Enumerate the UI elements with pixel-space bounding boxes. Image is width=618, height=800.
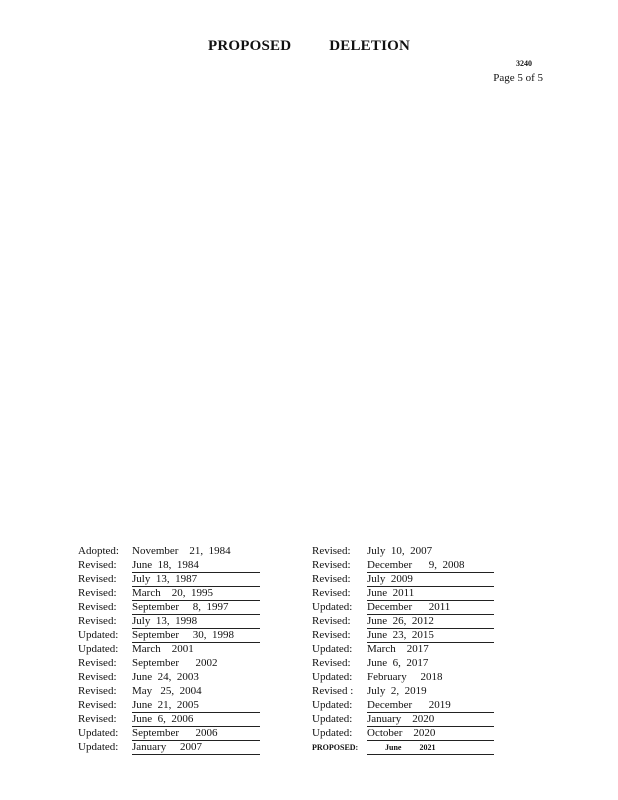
history-row — [78, 671, 260, 685]
history-label: Revised: — [312, 545, 351, 557]
history-row — [312, 629, 494, 643]
history-row — [78, 727, 260, 741]
history-date: June 24, 2003 — [132, 671, 199, 683]
history-row — [312, 601, 494, 615]
history-row — [312, 587, 494, 601]
history-label: PROPOSED: — [312, 743, 359, 752]
history-date: July 10, 2007 — [367, 545, 433, 557]
history-label: Updated: — [312, 713, 353, 725]
history-row — [78, 615, 260, 629]
history-date: June 6, 2006 — [132, 713, 260, 727]
history-date: May 25, 2004 — [132, 685, 202, 697]
history-date: June 21, 2005 — [132, 699, 260, 713]
history-label: Updated: — [78, 727, 119, 739]
history-row — [312, 671, 494, 685]
history-left-column — [78, 545, 260, 755]
history-row — [312, 657, 494, 671]
history-label: Updated: — [312, 727, 353, 739]
history-date: March 2001 — [132, 643, 194, 655]
history-label: Revised: — [312, 615, 351, 627]
history-date: September 8, 1997 — [132, 601, 260, 615]
history-label: Revised: — [78, 699, 117, 711]
history-row — [78, 629, 260, 643]
history-right-column — [312, 545, 494, 755]
title-proposed: PROPOSED — [207, 38, 292, 54]
history-label: Revised: — [78, 671, 117, 683]
history-row — [78, 573, 260, 587]
history-row — [78, 643, 260, 657]
history-date: November 21, 1984 — [132, 545, 231, 557]
history-date: June 26, 2012 — [367, 615, 494, 629]
history-date: October 2020 — [367, 727, 494, 741]
history-row — [312, 741, 494, 755]
history-row — [78, 587, 260, 601]
history-row — [312, 699, 494, 713]
history-label: Updated: — [78, 741, 119, 753]
history-date: June 2011 — [367, 587, 494, 601]
page-title — [0, 38, 618, 55]
history-label: Revised: — [78, 587, 117, 599]
history-row — [78, 713, 260, 727]
history-label: Revised: — [78, 615, 117, 627]
history-label: Updated: — [78, 629, 119, 641]
history-row — [312, 559, 494, 573]
history-date: June 6, 2017 — [367, 657, 429, 669]
history-date: July 2009 — [367, 573, 494, 587]
history-label: Revised: — [78, 573, 117, 585]
history-row — [78, 699, 260, 713]
history-label: Updated: — [312, 643, 353, 655]
history-row — [312, 573, 494, 587]
history-row — [78, 657, 260, 671]
page-number: Page 5 of 5 — [493, 72, 543, 84]
history-row — [78, 601, 260, 615]
history-date: December 9, 2008 — [367, 559, 494, 573]
history-label: Revised: — [312, 657, 351, 669]
history-label: Revised: — [312, 587, 351, 599]
history-date: January 2020 — [367, 713, 494, 727]
policy-number: 3240 — [516, 59, 532, 68]
history-row — [312, 685, 494, 699]
history-label: Updated: — [78, 643, 119, 655]
history-date: December 2019 — [367, 699, 494, 713]
history-row — [312, 545, 494, 559]
history-label: Revised: — [312, 559, 351, 571]
history-label: Revised: — [78, 713, 117, 725]
history-date: July 13, 1998 — [132, 615, 260, 629]
history-label: Revised: — [78, 559, 117, 571]
history-date: June 2021 — [367, 741, 494, 755]
history-label: Revised: — [312, 629, 351, 641]
history-date: March 2017 — [367, 643, 429, 655]
title-deletion: DELETION — [329, 38, 411, 54]
history-label: Updated: — [312, 671, 353, 683]
history-date: September 30, 1998 — [132, 629, 260, 643]
history-row — [312, 615, 494, 629]
history-label: Updated: — [312, 699, 353, 711]
history-row — [312, 727, 494, 741]
history-row — [78, 741, 260, 755]
history-date: March 20, 1995 — [132, 587, 260, 601]
history-label: Revised: — [78, 601, 117, 613]
history-date: September 2006 — [132, 727, 260, 741]
history-row — [78, 545, 260, 559]
history-date: July 2, 2019 — [367, 685, 427, 697]
history-label: Revised: — [78, 685, 117, 697]
history-date: September 2002 — [132, 657, 218, 669]
history-label: Revised : — [312, 685, 354, 697]
history-label: Adopted: — [78, 545, 119, 557]
history-label: Revised: — [78, 657, 117, 669]
history-date: February 2018 — [367, 671, 443, 683]
history-date: December 2011 — [367, 601, 494, 615]
history-row — [312, 643, 494, 657]
history-row — [312, 713, 494, 727]
history-date: July 13, 1987 — [132, 573, 260, 587]
history-row — [78, 559, 260, 573]
history-date: January 2007 — [132, 741, 260, 755]
history-date: June 18, 1984 — [132, 559, 260, 573]
history-date: June 23, 2015 — [367, 629, 494, 643]
history-row — [78, 685, 260, 699]
history-label: Updated: — [312, 601, 353, 613]
history-label: Revised: — [312, 573, 351, 585]
